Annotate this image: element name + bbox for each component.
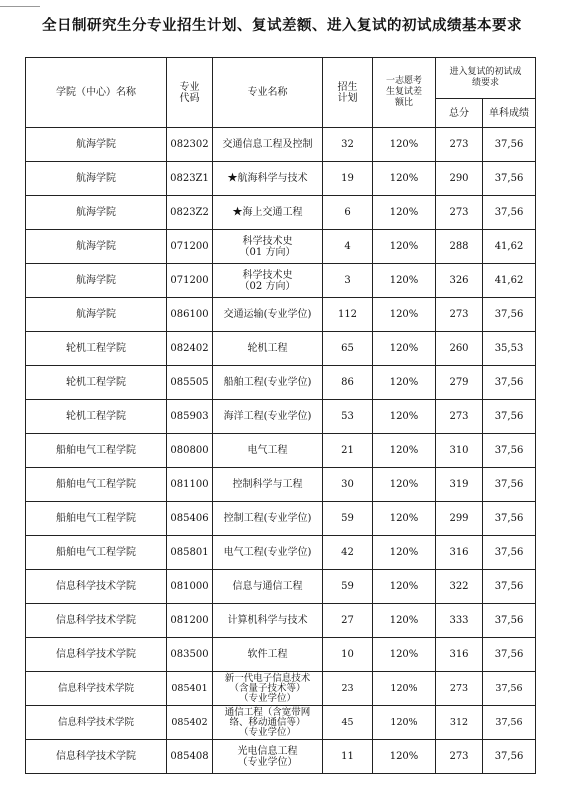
cell-ratio: 120% [373, 604, 436, 638]
cell-plan: 65 [323, 332, 373, 366]
header-subject: 单科成绩 [483, 99, 536, 128]
cell-ratio: 120% [373, 706, 436, 740]
cell-major: 电气工程 [213, 434, 323, 468]
cell-college: 信息科学技术学院 [26, 604, 167, 638]
cell-plan: 59 [323, 570, 373, 604]
cell-ratio: 120% [373, 400, 436, 434]
cell-plan: 23 [323, 672, 373, 706]
table-row [26, 604, 536, 638]
cell-plan: 42 [323, 536, 373, 570]
cell-college: 轮机工程学院 [26, 332, 167, 366]
cell-code: 085406 [167, 502, 213, 536]
cell-major: 电气工程(专业学位) [213, 536, 323, 570]
table-row [26, 128, 536, 162]
cell-total: 290 [436, 162, 483, 196]
cell-college: 信息科学技术学院 [26, 672, 167, 706]
cell-ratio: 120% [373, 468, 436, 502]
cell-code: 085408 [167, 740, 213, 774]
cell-major: 软件工程 [213, 638, 323, 672]
table-row [26, 332, 536, 366]
cell-ratio: 120% [373, 162, 436, 196]
cell-total: 273 [436, 196, 483, 230]
cell-code: 081000 [167, 570, 213, 604]
cell-plan: 3 [323, 264, 373, 298]
cell-ratio: 120% [373, 570, 436, 604]
cell-plan: 32 [323, 128, 373, 162]
cell-total: 299 [436, 502, 483, 536]
cell-total: 288 [436, 230, 483, 264]
cell-major: 通信工程（含宽带网 络、移动通信等） （专业学位） [213, 706, 323, 740]
cell-subject: 37,56 [483, 502, 536, 536]
cell-college: 航海学院 [26, 298, 167, 332]
cell-plan: 27 [323, 604, 373, 638]
header-ratio: 一志愿考 生复试差 额比 [373, 58, 436, 128]
cell-major: 计算机科学与技术 [213, 604, 323, 638]
page-top-mark [0, 0, 40, 7]
cell-code: 0823Z1 [167, 162, 213, 196]
cell-subject: 37,56 [483, 162, 536, 196]
cell-college: 信息科学技术学院 [26, 740, 167, 774]
cell-total: 316 [436, 638, 483, 672]
cell-plan: 112 [323, 298, 373, 332]
header-plan: 招生 计划 [323, 58, 373, 128]
cell-total: 273 [436, 400, 483, 434]
cell-total: 273 [436, 740, 483, 774]
header-college: 学院（中心）名称 [26, 58, 167, 128]
cell-ratio: 120% [373, 230, 436, 264]
cell-plan: 4 [323, 230, 373, 264]
cell-plan: 45 [323, 706, 373, 740]
table-row [26, 502, 536, 536]
cell-subject: 37,56 [483, 706, 536, 740]
cell-major: 轮机工程 [213, 332, 323, 366]
cell-major: 海洋工程(专业学位) [213, 400, 323, 434]
cell-ratio: 120% [373, 672, 436, 706]
cell-ratio: 120% [373, 434, 436, 468]
cell-subject: 37,56 [483, 604, 536, 638]
cell-total: 273 [436, 128, 483, 162]
cell-major: 新一代电子信息技术 （含量子技术等） （专业学位） [213, 672, 323, 706]
table-row [26, 706, 536, 740]
cell-total: 273 [436, 298, 483, 332]
cell-total: 333 [436, 604, 483, 638]
cell-college: 轮机工程学院 [26, 400, 167, 434]
cell-code: 086100 [167, 298, 213, 332]
cell-ratio: 120% [373, 128, 436, 162]
cell-total: 310 [436, 434, 483, 468]
cell-college: 信息科学技术学院 [26, 638, 167, 672]
page-title: 全日制研究生分专业招生计划、复试差额、进入复试的初试成绩基本要求 [42, 18, 522, 34]
cell-subject: 37,56 [483, 468, 536, 502]
cell-subject: 41,62 [483, 264, 536, 298]
cell-code: 085401 [167, 672, 213, 706]
table-row [26, 434, 536, 468]
cell-code: 085505 [167, 366, 213, 400]
table-row [26, 298, 536, 332]
cell-subject: 41,62 [483, 230, 536, 264]
cell-total: 319 [436, 468, 483, 502]
cell-ratio: 120% [373, 264, 436, 298]
table-row [26, 672, 536, 706]
cell-college: 信息科学技术学院 [26, 706, 167, 740]
cell-subject: 37,56 [483, 570, 536, 604]
cell-college: 船舶电气工程学院 [26, 502, 167, 536]
cell-major: 交通信息工程及控制 [213, 128, 323, 162]
cell-college: 信息科学技术学院 [26, 570, 167, 604]
header-requirement: 进入复试的初试成 绩要求 [436, 58, 536, 99]
cell-subject: 37,56 [483, 400, 536, 434]
cell-subject: 37,56 [483, 638, 536, 672]
cell-total: 316 [436, 536, 483, 570]
admission-table [25, 57, 536, 774]
cell-major: 船舶工程(专业学位) [213, 366, 323, 400]
table-row [26, 400, 536, 434]
cell-major: 科学技术史 （01 方向） [213, 230, 323, 264]
cell-total: 273 [436, 672, 483, 706]
cell-ratio: 120% [373, 638, 436, 672]
cell-major: 科学技术史 （02 方向） [213, 264, 323, 298]
cell-ratio: 120% [373, 196, 436, 230]
cell-plan: 86 [323, 366, 373, 400]
cell-major: 光电信息工程 （专业学位） [213, 740, 323, 774]
cell-code: 083500 [167, 638, 213, 672]
cell-code: 081100 [167, 468, 213, 502]
cell-college: 轮机工程学院 [26, 366, 167, 400]
cell-code: 085903 [167, 400, 213, 434]
cell-ratio: 120% [373, 740, 436, 774]
cell-plan: 30 [323, 468, 373, 502]
cell-code: 071200 [167, 264, 213, 298]
header-code: 专业 代码 [167, 58, 213, 128]
cell-college: 航海学院 [26, 162, 167, 196]
cell-subject: 37,56 [483, 366, 536, 400]
cell-subject: 37,56 [483, 536, 536, 570]
cell-total: 322 [436, 570, 483, 604]
cell-code: 082402 [167, 332, 213, 366]
cell-major: ★航海科学与技术 [213, 162, 323, 196]
cell-major: 交通运输(专业学位) [213, 298, 323, 332]
cell-subject: 37,56 [483, 298, 536, 332]
table-row [26, 264, 536, 298]
cell-ratio: 120% [373, 502, 436, 536]
cell-subject: 37,56 [483, 434, 536, 468]
table-row [26, 162, 536, 196]
cell-total: 260 [436, 332, 483, 366]
header-major: 专业名称 [213, 58, 323, 128]
cell-plan: 59 [323, 502, 373, 536]
table-row [26, 196, 536, 230]
header-row [26, 58, 536, 99]
cell-subject: 37,56 [483, 672, 536, 706]
table-body [26, 128, 536, 774]
cell-subject: 37,56 [483, 740, 536, 774]
cell-subject: 35,53 [483, 332, 536, 366]
cell-college: 船舶电气工程学院 [26, 536, 167, 570]
cell-code: 080800 [167, 434, 213, 468]
cell-code: 082302 [167, 128, 213, 162]
cell-college: 航海学院 [26, 128, 167, 162]
cell-college: 航海学院 [26, 196, 167, 230]
cell-total: 326 [436, 264, 483, 298]
cell-major: 信息与通信工程 [213, 570, 323, 604]
cell-plan: 11 [323, 740, 373, 774]
cell-college: 船舶电气工程学院 [26, 434, 167, 468]
cell-total: 279 [436, 366, 483, 400]
cell-code: 081200 [167, 604, 213, 638]
cell-code: 071200 [167, 230, 213, 264]
cell-plan: 53 [323, 400, 373, 434]
table-row [26, 468, 536, 502]
table-row [26, 570, 536, 604]
cell-ratio: 120% [373, 332, 436, 366]
header-total: 总分 [436, 99, 483, 128]
cell-major: 控制科学与工程 [213, 468, 323, 502]
cell-plan: 10 [323, 638, 373, 672]
cell-ratio: 120% [373, 366, 436, 400]
cell-college: 船舶电气工程学院 [26, 468, 167, 502]
cell-code: 0823Z2 [167, 196, 213, 230]
cell-major: 控制工程(专业学位) [213, 502, 323, 536]
cell-plan: 21 [323, 434, 373, 468]
cell-code: 085402 [167, 706, 213, 740]
cell-subject: 37,56 [483, 196, 536, 230]
table-row [26, 366, 536, 400]
cell-plan: 19 [323, 162, 373, 196]
table-row [26, 740, 536, 774]
table-row [26, 536, 536, 570]
table-row [26, 230, 536, 264]
cell-ratio: 120% [373, 536, 436, 570]
cell-code: 085801 [167, 536, 213, 570]
table-row [26, 638, 536, 672]
cell-ratio: 120% [373, 298, 436, 332]
cell-college: 航海学院 [26, 264, 167, 298]
cell-total: 312 [436, 706, 483, 740]
cell-subject: 37,56 [483, 128, 536, 162]
cell-major: ★海上交通工程 [213, 196, 323, 230]
cell-plan: 6 [323, 196, 373, 230]
cell-college: 航海学院 [26, 230, 167, 264]
